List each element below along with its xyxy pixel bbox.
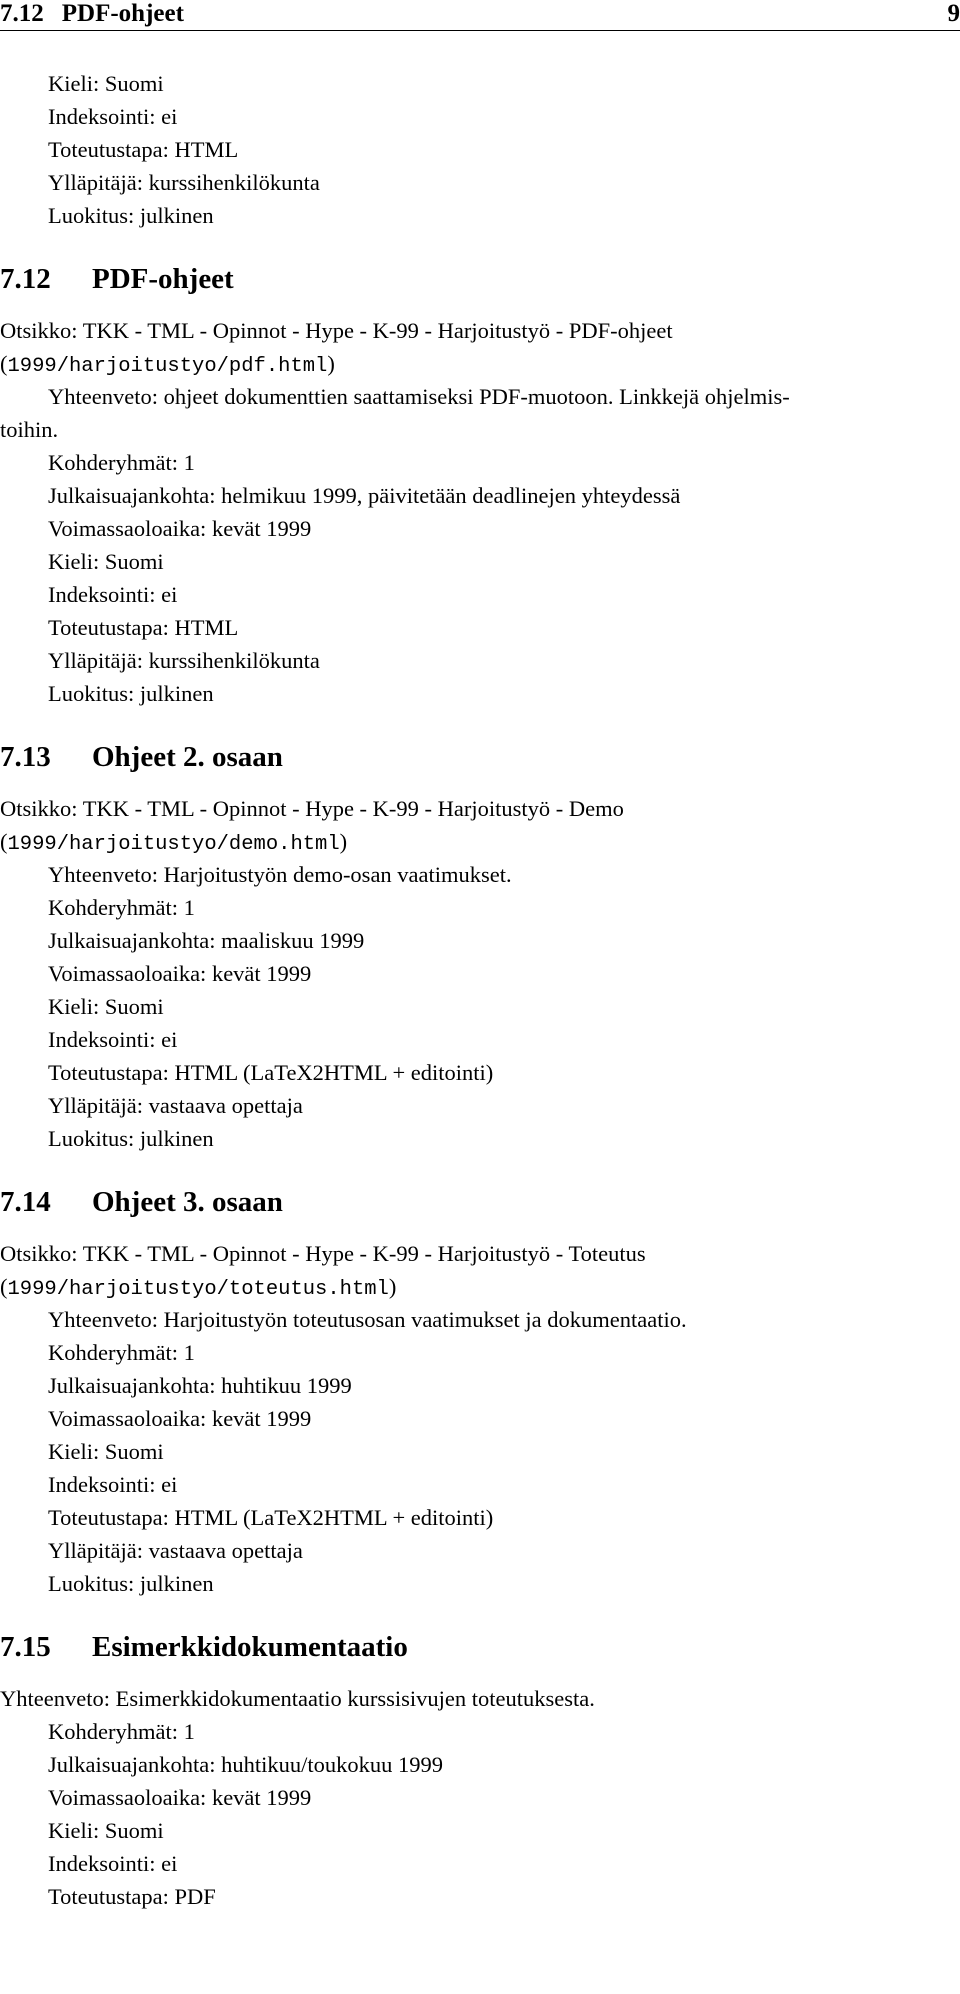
field-line: Julkaisuajankohta: huhtikuu/toukokuu 1999 [48,1752,443,1777]
field-line: Toteutustapa: HTML (LaTeX2HTML + editointi) [48,1060,494,1085]
section-number: 7.12 [0,263,51,295]
field-line: Voimassaoloaika: kevät 1999 [48,961,312,986]
yhteenveto-continuation: toihin. [0,417,59,442]
field-line: Toteutustapa: HTML [48,137,239,162]
field-line: Julkaisuajankohta: huhtikuu 1999 [48,1373,352,1398]
field-line: Ylläpitäjä: kurssihenkilökunta [48,170,320,195]
field-line: Indeksointi: ei [48,1027,178,1052]
section-number: 7.13 [0,741,51,773]
field-line: Indeksointi: ei [48,582,178,607]
field-line: Indeksointi: ei [48,104,178,129]
field-line: Luokitus: julkinen [48,681,214,706]
field-line: Kieli: Suomi [48,994,164,1019]
field-line: Indeksointi: ei [48,1851,178,1876]
field-line: Indeksointi: ei [48,1472,178,1497]
section-heading [0,741,960,774]
field-line: Julkaisuajankohta: maaliskuu 1999 [48,928,365,953]
document-url: 1999/harjoitustyo/demo.html [7,833,340,856]
field-line: Voimassaoloaika: kevät 1999 [48,1785,312,1810]
field-line: Ylläpitäjä: kurssihenkilökunta [48,648,320,673]
field-line: Kieli: Suomi [48,549,164,574]
page-number: 9 [947,0,960,27]
field-line: Yhteenveto: Harjoitustyön demo-osan vaatimukset. [48,862,512,887]
field-line: Yhteenveto: Harjoitustyön toteutusosan vaatimukset ja dokumentaatio. [48,1307,687,1332]
section-heading [0,1631,960,1664]
url-line: (1999/harjoitustyo/demo.html) [0,829,348,856]
running-header-section-title: PDF-ohjeet [61,0,184,27]
section-number: 7.14 [0,1186,51,1218]
field-line: Ylläpitäjä: vastaava opettaja [48,1538,303,1563]
field-line: Luokitus: julkinen [48,203,214,228]
running-header [0,0,960,31]
document-url: 1999/harjoitustyo/pdf.html [7,355,328,378]
url-line: (1999/harjoitustyo/pdf.html) [0,351,335,378]
field-line: Kieli: Suomi [48,1439,164,1464]
otsikko-line: Otsikko: TKK - TML - Opinnot - Hype - K-99 - Harjoitustyö - PDF-ohjeet [0,318,673,343]
yhteenveto-line: Yhteenveto: ohjeet dokumenttien saattamiseksi PDF-muotoon. Linkkejä ohjelmis- [48,384,790,409]
url-line: (1999/harjoitustyo/toteutus.html) [0,1274,397,1301]
field-line: Kohderyhmät: 1 [48,450,195,475]
section-title: PDF-ohjeet [92,263,234,295]
section-heading [0,1186,960,1219]
section-number: 7.15 [0,1631,51,1663]
field-line: Luokitus: julkinen [48,1571,214,1596]
section-heading [0,263,960,296]
field-line: Kohderyhmät: 1 [48,1340,195,1365]
field-line: Voimassaoloaika: kevät 1999 [48,516,312,541]
otsikko-line: Otsikko: TKK - TML - Opinnot - Hype - K-99 - Harjoitustyö - Demo [0,796,624,821]
field-line: Kohderyhmät: 1 [48,1719,195,1744]
page-content [0,67,960,1913]
yhteenveto-line: Yhteenveto: Esimerkkidokumentaatio kurssisivujen toteutuksesta. [0,1686,595,1711]
field-line: Kieli: Suomi [48,71,164,96]
document-url: 1999/harjoitustyo/toteutus.html [7,1278,389,1301]
running-header-title [0,0,184,28]
field-line: Toteutustapa: PDF [48,1884,216,1909]
section-title: Ohjeet 3. osaan [92,1186,283,1218]
otsikko-line: Otsikko: TKK - TML - Opinnot - Hype - K-99 - Harjoitustyö - Toteutus [0,1241,646,1266]
field-line: Voimassaoloaika: kevät 1999 [48,1406,312,1431]
section-title: Esimerkkidokumentaatio [92,1631,408,1663]
field-line: Julkaisuajankohta: helmikuu 1999, päivitetään deadlinejen yhteydessä [48,483,681,508]
section-title: Ohjeet 2. osaan [92,741,283,773]
running-header-section-number: 7.12 [0,0,44,27]
field-line: Kohderyhmät: 1 [48,895,195,920]
field-line: Kieli: Suomi [48,1818,164,1843]
field-line: Luokitus: julkinen [48,1126,214,1151]
field-line: Toteutustapa: HTML [48,615,239,640]
field-line: Toteutustapa: HTML (LaTeX2HTML + editointi) [48,1505,494,1530]
field-line: Ylläpitäjä: vastaava opettaja [48,1093,303,1118]
